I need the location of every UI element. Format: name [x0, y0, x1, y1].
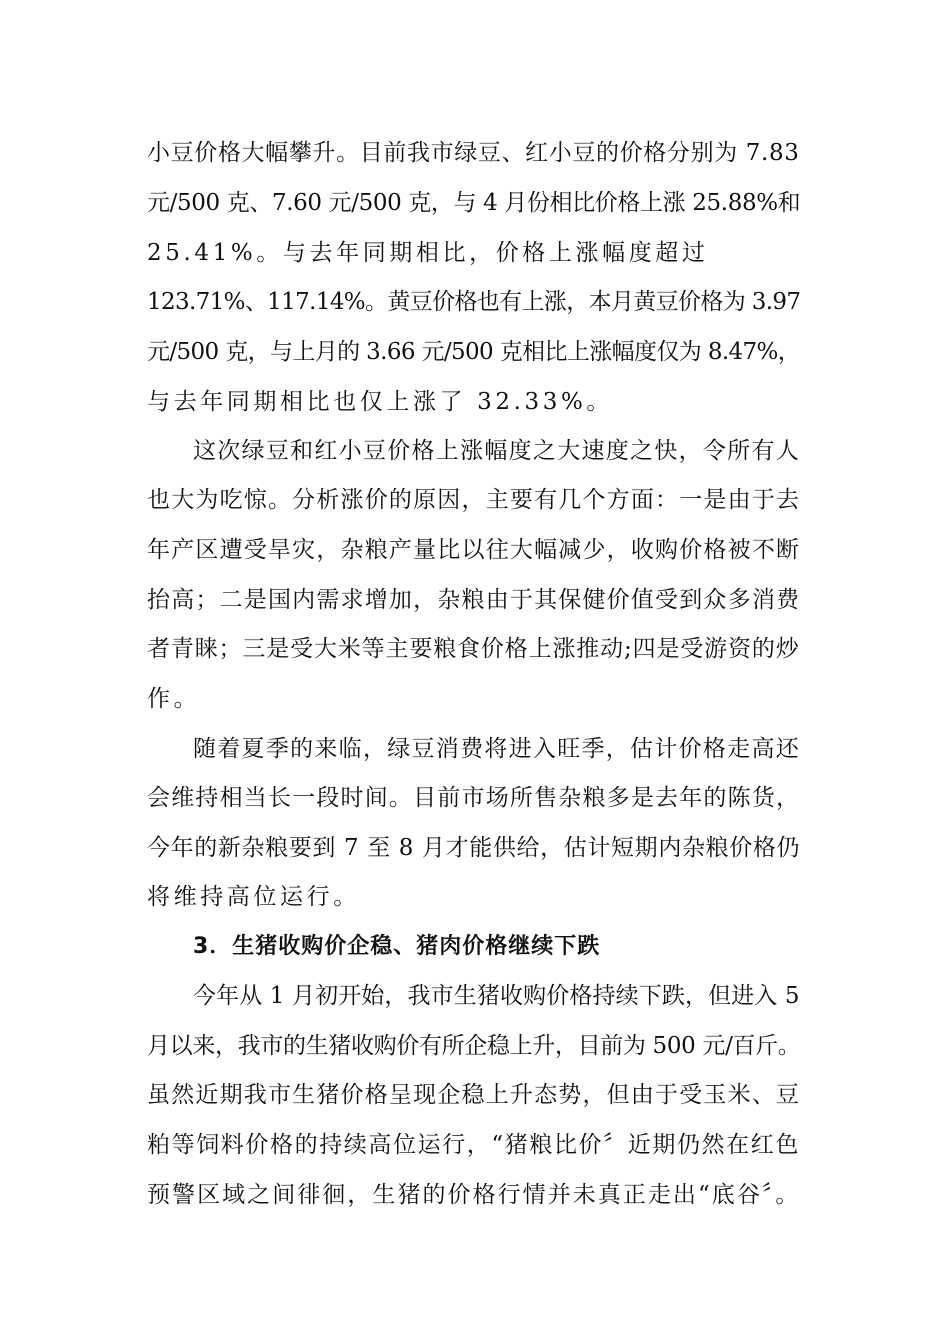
- paragraph-first-line: 随着夏季的来临，绿豆消费将进入旺季，估计价格走高还: [193, 736, 800, 762]
- paragraph-first-line: 这次绿豆和红小豆价格上涨幅度之大速度之快，令所有人: [193, 438, 800, 464]
- text-line: 将维持高位运行。: [147, 884, 360, 910]
- text-line: 也大为吃惊。分析涨价的原因，主要有几个方面：一是由于去: [147, 487, 801, 513]
- text-line: 粕等饲料价格的持续高位运行，“猪粮比价〞近期仍然在红色: [147, 1132, 800, 1158]
- text-line: 预警区域之间徘徊，生猪的价格行情并未真正走出“底谷〞。: [147, 1182, 801, 1208]
- text-line: 小豆价格大幅攀升。目前我市绿豆、红小豆的价格分别为 7.83: [147, 140, 800, 166]
- text-line: 作。: [147, 686, 201, 712]
- text-line: 抬高；二是国内需求增加，杂粮由于其保健价值受到众多消费: [147, 587, 801, 613]
- paragraph-first-line: 今年从 1 月初开始，我市生猪收购价格持续下跌，但进入 5: [193, 983, 800, 1009]
- text-line: 元/500 克、7.60 元/500 克，与 4 月份相比价格上涨 25.88%和: [147, 190, 801, 216]
- text-line: 年产区遭受旱灾，杂粮产量比以往大幅减少，收购价格被不断: [147, 537, 801, 563]
- text-line: 会维持相当长一段时间。目前市场所售杂粮多是去年的陈货，: [147, 785, 801, 811]
- text-line: 月以来，我市的生猪收购价有所企稳上升，目前为 500 元/百斤。: [147, 1033, 801, 1059]
- text-line: 25.41%。与去年同期相比，价格上涨幅度超过: [147, 240, 709, 266]
- text-line: 虽然近期我市生猪价格呈现企稳上升态势，但由于受玉米、豆: [147, 1082, 801, 1108]
- text-line: 123.71%、117.14%。黄豆价格也有上涨，本月黄豆价格为 3.97: [147, 289, 801, 315]
- text-line: 与去年同期相比也仅上涨了 32.33%。: [147, 389, 614, 415]
- text-line: 今年的新杂粮要到 7 至 8 月才能供给，估计短期内杂粮价格仍: [147, 835, 801, 861]
- text-line: 者青睐；三是受大米等主要粮食价格上涨推动;四是受游资的炒: [147, 636, 800, 662]
- section-heading: 3．生猪收购价企稳、猪肉价格继续下跌: [193, 934, 601, 959]
- text-line: 元/500 克，与上月的 3.66 元/500 克相比上涨幅度仅为 8.47%，: [147, 339, 801, 365]
